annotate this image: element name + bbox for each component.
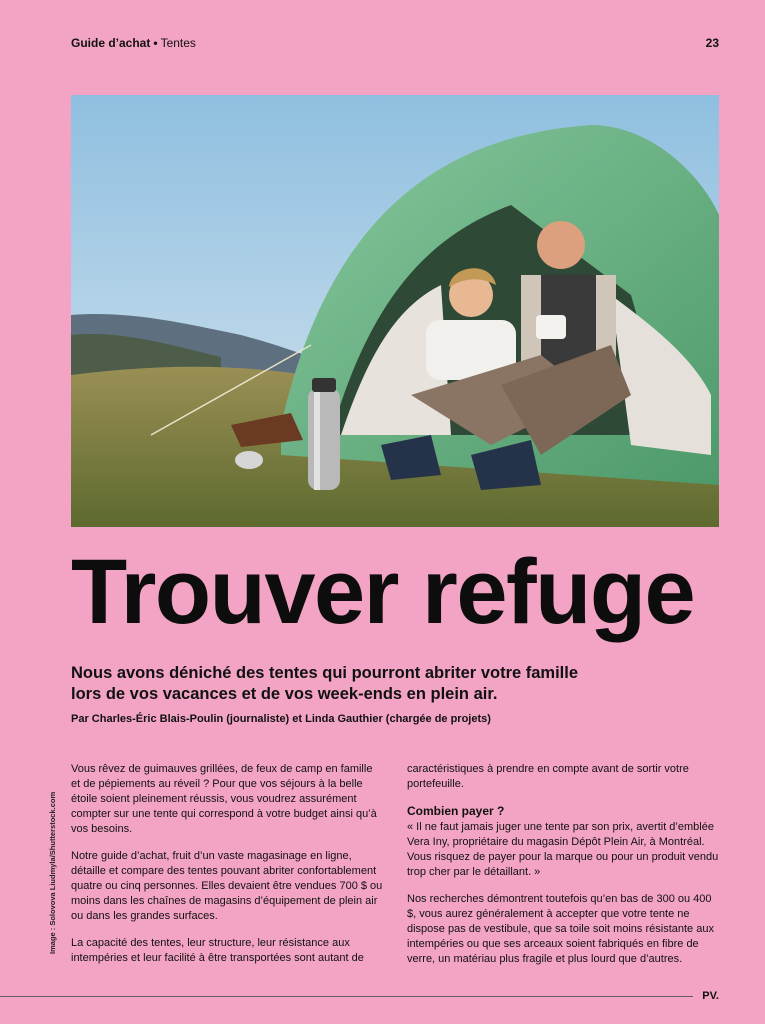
header-separator: •: [153, 36, 158, 50]
deck: [71, 663, 671, 705]
paragraph: caractéristiques à prendre en compte avant de sortir votre portefeuille.: [407, 763, 689, 790]
footer-logo: PV.: [702, 990, 719, 1002]
paragraph: Vous rêvez de guimauves grillées, de feux de camp en famille et de pépiements au réveil ? Pour que vos séjours à la belle étoile soient pleinement réussis, vous voudrez assurément compter sur une tente qui correspond à votre budget ainsi qu’à vos besoins.: [71, 763, 377, 835]
body-column-1: [71, 762, 383, 978]
running-header: [71, 36, 196, 50]
paragraph: « Il ne faut jamais juger une tente par son prix, avertit d’emblée Vera Iny, propriétaire du magasin Dépôt Plein Air, à Montréal. Vous risquez de payer pour la marque ou pour un produit vendu trop cher par le détaillant. »: [407, 821, 719, 878]
topic-label: Tentes: [160, 36, 196, 50]
camping-photo: [71, 95, 719, 527]
paragraph: La capacité des tentes, leur structure, leur résistance aux intempéries et leur facilité à être transportées sont autant de: [71, 937, 364, 964]
photo-credit: Image : Solovova Liudmyla/Shutterstock.com: [48, 791, 57, 954]
byline: Par Charles-Éric Blais-Poulin (journaliste) et Linda Gauthier (chargée de projets): [71, 713, 491, 725]
headline: Trouver refuge: [71, 541, 695, 643]
subhead: Combien payer ?: [407, 804, 505, 818]
footer-rule: [0, 996, 693, 997]
section-label: Guide d’achat: [71, 36, 151, 50]
camping-photo-illustration: [71, 95, 719, 527]
paragraph: Notre guide d’achat, fruit d’un vaste magasinage en ligne, détaille et compare des tentes pouvant abriter confortablement quatre ou cinq personnes. Elles devaient être vendues 700 $ ou moins dans les chaînes de magasins d’équipement de plein air ou dans les grandes surfaces.: [71, 850, 383, 922]
deck-line-2: lors de vos vacances et de vos week-ends en plein air.: [71, 685, 498, 703]
deck-line-1: Nous avons déniché des tentes qui pourront abriter votre famille: [71, 664, 579, 682]
paragraph: Nos recherches démontrent toutefois qu’en bas de 300 ou 400 $, vous aurez généralement à accepter que votre tente ne dispose pas de vestibule, que sa toile soit moins résistante aux intempéries ou que ses arceaux soient fabriqués en fibre de verre, un matériau plus fragile et plus lourd que d’autres.: [407, 893, 714, 965]
page-number: 23: [705, 36, 719, 50]
body-column-2: [407, 762, 719, 979]
